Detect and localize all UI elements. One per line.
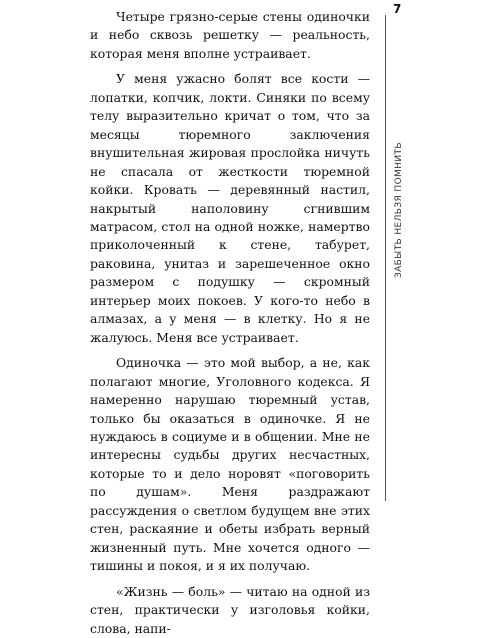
- running-head: ЗАБЫТЬ НЕЛЬЗЯ ПОМНИТЬ: [394, 142, 404, 279]
- margin-rule: [385, 15, 386, 501]
- paragraph-1: Четыре грязно-серые стены одиночки и небо сквозь решетку — реальность, которая меня вполне устраивает.: [90, 9, 370, 61]
- body-text: [90, 8, 370, 638]
- paragraph-3: Одиночка — это мой выбор, а не, как полагают многие, Уголовного кодекса. Я намеренно нарушаю тюремный устав, только бы оказаться в одиночке. Я не нуждаюсь в социуме и в общении. Мне не интересны судьбы других несчастных, которые то и дело норовят «поговорить по душам». Меня раздражают рассуждения о светлом будущем вне этих стен, раскаяние и обеты избрать верный жизненный путь. Мне хочется одного — тишины и покоя, и я их получаю.: [90, 355, 370, 574]
- page-number: 7: [393, 2, 402, 16]
- paragraph-4: «Жизнь — боль» — читаю на одной из стен, практически у изголовья койки, слова, напи-: [90, 583, 370, 636]
- paragraph-2: У меня ужасно болят все кости — лопатки, копчик, локти. Синяки по всему телу выразительно кричат о том, что за месяцы тюремного заключения внушительная жировая прослойка ничуть не спасала от жесткости тюремной койки. Кровать — деревянный настил, накрытый наполовину сгнившим матрасом, стол на одной ножке, намертво приколоченный к стене, табурет, раковина, унитаз и зарешеченное окно размером с подушку — скромный интерьер моих покоев. У кого-то небо в алмазах, а у меня — в клетку. Но я не жалуюсь. Меня все устраивает.: [90, 71, 370, 345]
